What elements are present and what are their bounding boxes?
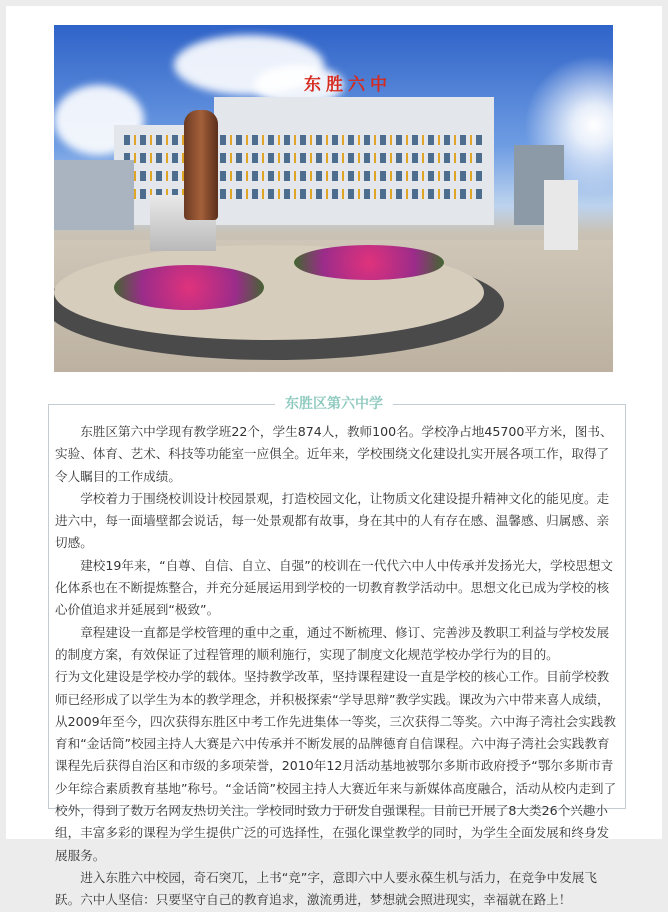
statue [184, 110, 218, 220]
campus-photo [54, 25, 613, 372]
paragraph: 章程建设一直都是学校管理的重中之重，通过不断梳理、修订、完善涉及教职工利益与学校发展的制度方案，有效保证了过程管理的顺利施行，实现了制度文化规范学校办学行为的目的。 [55, 624, 610, 662]
flower-bed [294, 245, 444, 280]
paragraph: 进入东胜六中校园，奇石突兀，上书“竞”字，意即六中人要永葆生机与活力，在竞争中发展飞跃。六中人坚信：只要坚守自己的教育追求，激流勇进，梦想就会照进现实，幸福就在路上！ [55, 869, 597, 908]
side-building [54, 160, 134, 230]
paragraph: 行为文化建设是学校办学的载体。坚持教学改革，坚持课程建设一直是学校的核心工作。目前学校教师已经形成了以学生为本的教学理念，并积极探索“学导思辩”教学实践。课改为六中带来喜人成绩，从2009年至今，四次获得东胜区中考工作先进集体一等奖，三次获得二等奖。六中海子湾社会实践教育和“金话筒”校园主持人大赛是六中传承并不断发展的品牌德育自信课程。六中海子湾社会实践教育课程先后获得自治区和市级的多项荣誉，2010年12月活动基地被鄂尔多斯市政府授予“鄂尔多斯市青少年综合素质教育基地”称号。“金话筒”校园主持人大赛近年来与新媒体高度融合，活动从校内走到了校外，得到了数万名网友热切关注。学校同时致力于研发自强课程。目前已开展了8大类26个兴趣小组，丰富多彩的课程为学生提供广泛的可选择性，在强化课堂教学的同时，为学生全面发展和终身发展服务。 [55, 669, 617, 863]
windows [124, 135, 484, 145]
school-sign: 东胜六中 [304, 75, 392, 95]
stone-pillar [544, 180, 578, 250]
section-title: 东胜区第六中学 [275, 395, 393, 413]
paragraph: 东胜区第六中学现有教学班22个，学生874人，教师100名。学校净占地45700平方米，图书、实验、体育、艺术、科技等功能室一应俱全。近年来，学校围绕文化建设扎实开展各项工作，取得了令人瞩目的工作成绩。 [55, 424, 613, 484]
intro-section [48, 396, 626, 908]
paragraph: 学校着力于围绕校训设计校园景观，打造校园文化，让物质文化建设提升精神文化的能见度。走进六中，每一面墙壁都会说话，每一处景观都有故事，身在其中的人有存在感、温馨感、归属感、亲切感。 [55, 490, 610, 551]
school-building-top [214, 97, 494, 127]
section-body [55, 421, 619, 912]
flower-bed [114, 265, 264, 310]
windows [124, 171, 484, 181]
windows [124, 153, 484, 163]
paragraph: 建校19年来，“自尊、自信、自立、自强”的校训在一代代六中人中传承并发扬光大，学校思想文化体系也在不断提炼整合，并充分延展运用到学校的一切教育教学活动中。思想文化已成为学校的核心价值追求并延展到“极致”。 [55, 557, 614, 618]
